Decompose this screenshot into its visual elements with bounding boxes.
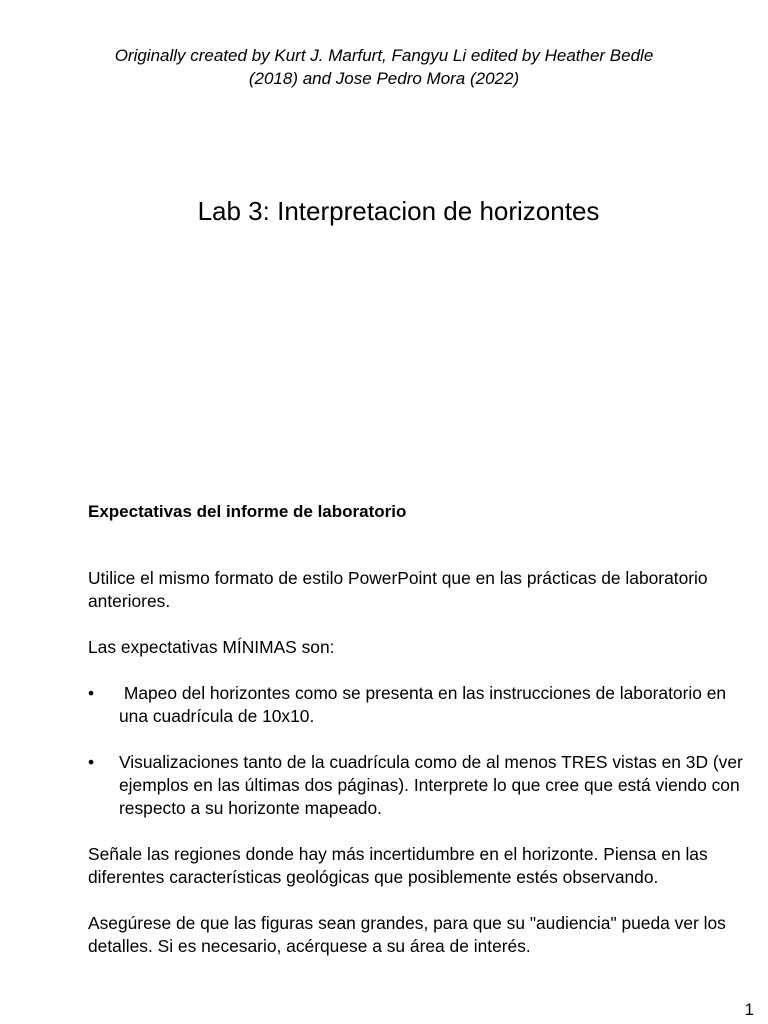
credits-line-2: (2018) and Jose Pedro Mora (2022) [248, 69, 520, 88]
uncertainty-paragraph: Señale las regiones donde hay más incertidumbre en el horizonte. Piensa en las diferentes características geológicas que posiblemente estés observando. [88, 844, 708, 887]
expectations-list [88, 682, 758, 820]
page-number: 1 [744, 1000, 754, 1019]
bullet-icon: • [88, 752, 95, 772]
credits [0, 44, 768, 90]
lab-expectations-section [88, 500, 758, 958]
list-item-text: Mapeo del horizontes como se presenta en las instrucciones de laboratorio en una cuadrícula de 10x10. [119, 683, 731, 726]
page-title: Lab 3: Interpretacion de horizontes [197, 196, 600, 226]
credits-line-1: Originally created by Kurt J. Marfurt, Fangyu Li edited by Heather Bedle [114, 46, 654, 65]
bullet-icon: • [88, 683, 95, 703]
section-heading: Expectativas del informe de laboratorio [88, 502, 407, 521]
figures-paragraph: Asegúrese de que las figuras sean grandes, para que su "audiencia" pueda ver los detalles. Si es necesario, acérquese a su área de interés. [88, 913, 726, 956]
list-item-text: Visualizaciones tanto de la cuadrícula como de al menos TRES vistas en 3D (ver ejemplos en las últimas dos páginas). Interprete lo que cree que está viendo con respecto a su horizonte mapeado. [119, 752, 743, 818]
minimums-label: Las expectativas MÍNIMAS son: [88, 637, 335, 657]
list-item [88, 751, 758, 820]
intro-paragraph: Utilice el mismo formato de estilo PowerPoint que en las prácticas de laboratorio anteriores. [88, 568, 708, 611]
list-item [88, 682, 758, 728]
